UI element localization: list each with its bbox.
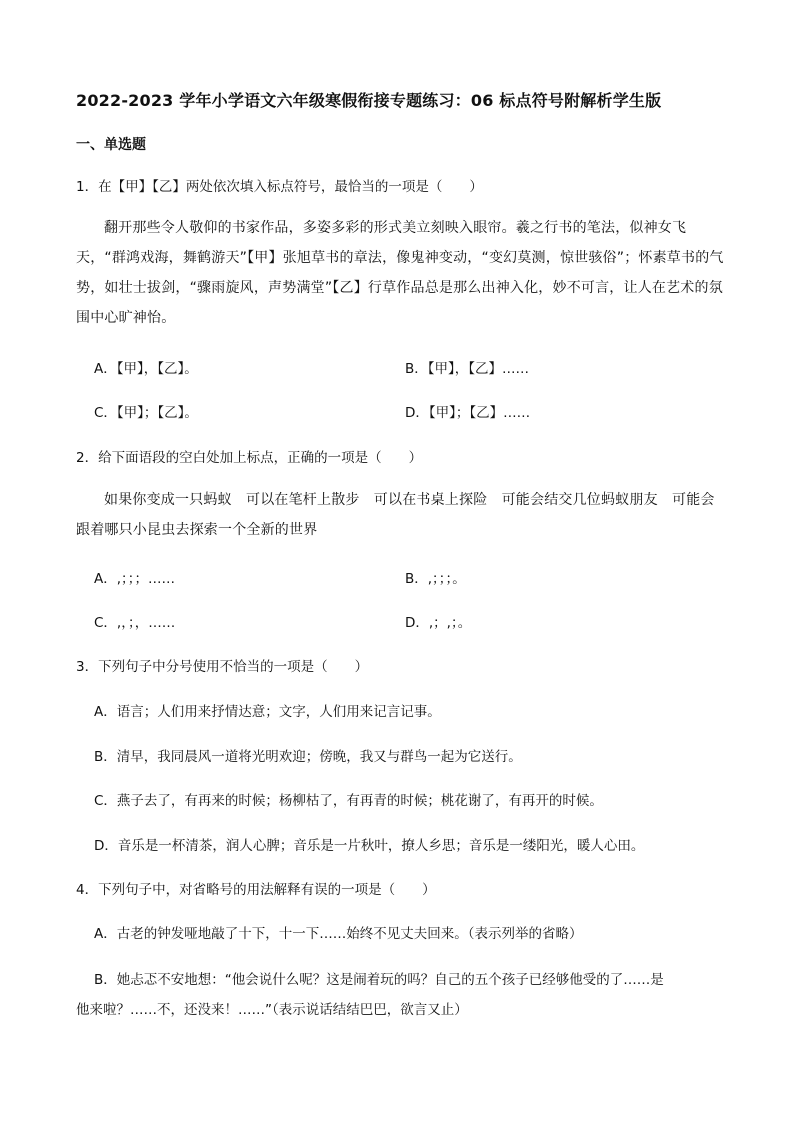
question-3-stem: 3．下列句子中分号使用不恰当的一项是（ ） — [76, 659, 369, 675]
question-2-option-a[interactable]: A．,；；；…… — [94, 571, 176, 587]
question-2-passage: 如果你变成一只蚂蚁 可以在笔杆上散步 可以在书桌上探险 可能会结交几位蚂蚁朋友 可能会跟着哪只小昆虫去探索一个全新的世界 — [76, 492, 715, 538]
question-3-option-d[interactable]: D．音乐是一杯清茶，润人心脾；音乐是一片秋叶，撩人乡思；音乐是一缕阳光，暖人心田。 — [94, 838, 645, 854]
document-title: 2022-2023 学年小学语文六年级寒假衔接专题练习：06 标点符号附解析学生版 — [76, 91, 662, 110]
question-4-option-a[interactable]: A．古老的钟发哑地敲了十下，十一下……始终不见丈夫回来。（表示列举的省略） — [94, 926, 583, 942]
question-2-option-b[interactable]: B．,；；；。 — [405, 571, 466, 587]
question-3-option-c[interactable]: C．燕子去了，有再来的时候；杨柳枯了，有再青的时候；桃花谢了，有再开的时候。 — [94, 793, 603, 809]
question-3-option-a[interactable]: A．语言；人们用来抒情达意；文字，人们用来记言记事。 — [94, 704, 441, 720]
question-1-passage: 翻开那些令人敬仰的书家作品，多姿多彩的形式美立刻映入眼帘。羲之行书的笔法，似神女飞天，“群鸿戏海，舞鹤游天”【甲】张旭草书的章法，像鬼神变动，“变幻莫测，惊世骇俗”；怀素草书的气势，如壮士拔剑，“骤雨旋风，声势满堂”【乙】行草作品总是那么出神入化，妙不可言，让人在艺术的氛围中心旷神怡。 — [76, 220, 724, 326]
question-4-option-b[interactable]: B．她忐忑不安地想：“他会说什么呢？这是闹着玩的吗？自己的五个孩子已经够他受的了……是 — [94, 972, 664, 988]
question-1-option-d[interactable]: D．【甲】；【乙】…… — [405, 405, 531, 421]
question-4-stem: 4．下列句子中，对省略号的用法解释有误的一项是（ ） — [76, 882, 436, 898]
question-4-option-b-continued[interactable]: 他来啦？……不，还没来！……”（表示说话结结巴巴，欲言又止） — [76, 1002, 468, 1018]
question-1-stem: 1．在【甲】【乙】两处依次填入标点符号，最恰当的一项是（ ） — [76, 179, 483, 195]
question-2-option-d[interactable]: D．,；,；。 — [405, 615, 472, 631]
question-2-option-c[interactable]: C．,，；，…… — [94, 615, 176, 631]
section-heading: 一、单选题 — [76, 137, 146, 153]
question-1-option-b[interactable]: B．【甲】，【乙】…… — [405, 361, 530, 377]
question-2-stem: 2．给下面语段的空白处加上标点，正确的一项是（ ） — [76, 450, 423, 466]
question-3-option-b[interactable]: B．清早，我同晨风一道将光明欢迎；傍晚，我又与群鸟一起为它送行。 — [94, 749, 522, 765]
question-1-option-c[interactable]: C．【甲】；【乙】。 — [94, 405, 198, 421]
question-1-option-a[interactable]: A．【甲】，【乙】。 — [94, 361, 198, 377]
